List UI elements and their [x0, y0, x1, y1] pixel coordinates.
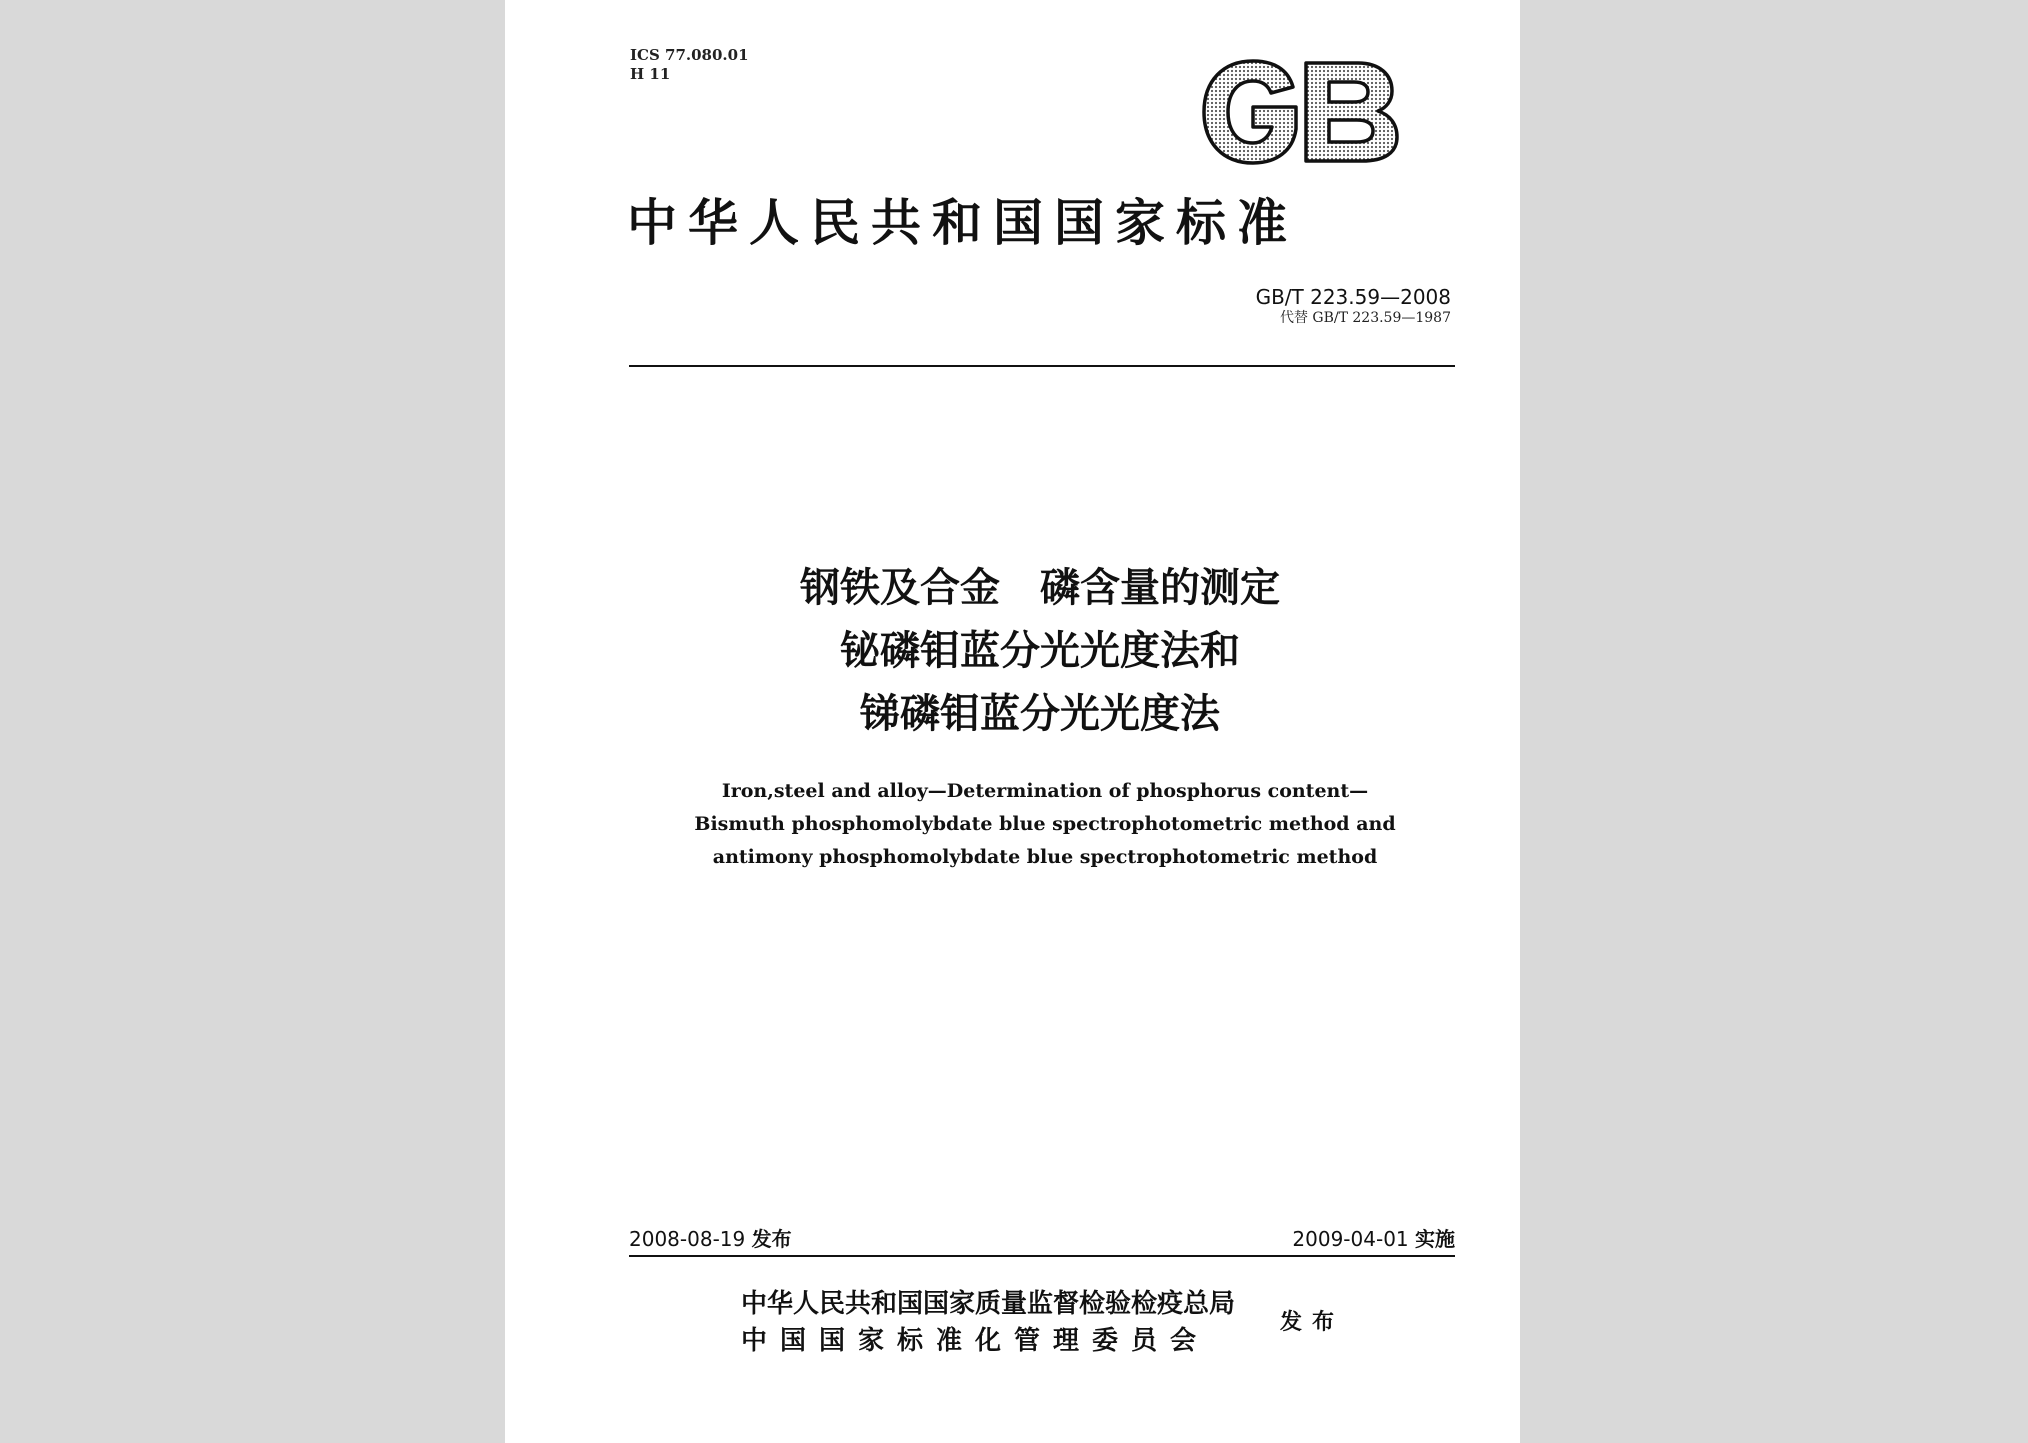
- national-standard-title: 中华人民共和国国家标准: [627, 193, 1298, 252]
- gb-logo: [1198, 57, 1403, 167]
- chinese-title-line-2: 铋磷钼蓝分光光度法和: [840, 628, 1240, 674]
- header-divider: [629, 365, 1455, 367]
- standard-number-block: [1256, 285, 1451, 327]
- issue-date: 2008-08-19: [629, 1227, 746, 1251]
- chinese-title: [505, 557, 1575, 746]
- issue-date-block: [629, 1225, 792, 1253]
- footer-divider: [629, 1255, 1455, 1257]
- ics-code: ICS 77.080.01: [630, 46, 749, 64]
- dates-row: [629, 1225, 1455, 1253]
- publisher-aqsiq: 中华人民共和国国家质量监督检验检疫总局: [741, 1289, 1236, 1319]
- chinese-title-line-3: 锑磷钼蓝分光光度法: [860, 691, 1220, 737]
- implement-date: 2009-04-01: [1292, 1227, 1409, 1251]
- english-title: [505, 775, 1585, 874]
- english-title-line-1: Iron,steel and alloy—Determination of phosphorus content—: [721, 780, 1369, 802]
- replaces-standard: 代替 GB/T 223.59—1987: [1279, 310, 1451, 326]
- publishers: [741, 1286, 1235, 1360]
- english-title-line-3: antimony phosphomolybdate blue spectrophotometric method: [712, 846, 1378, 868]
- publish-label: 发布: [1280, 1310, 1345, 1335]
- classification-codes: [630, 46, 749, 84]
- standard-cover-page: [505, 0, 1520, 1443]
- implement-date-block: [1292, 1225, 1455, 1253]
- issue-label: 发布: [751, 1227, 792, 1251]
- english-title-line-2: Bismuth phosphomolybdate blue spectrophotometric method and: [694, 813, 1396, 835]
- class-code: H 11: [630, 65, 671, 83]
- standard-number: GB/T 223.59—2008: [1255, 285, 1451, 309]
- publisher-sac: 中国国家标准化管理委员会: [741, 1326, 1210, 1356]
- chinese-title-line-1: 钢铁及合金 磷含量的测定: [800, 565, 1280, 611]
- implement-label: 实施: [1415, 1227, 1455, 1251]
